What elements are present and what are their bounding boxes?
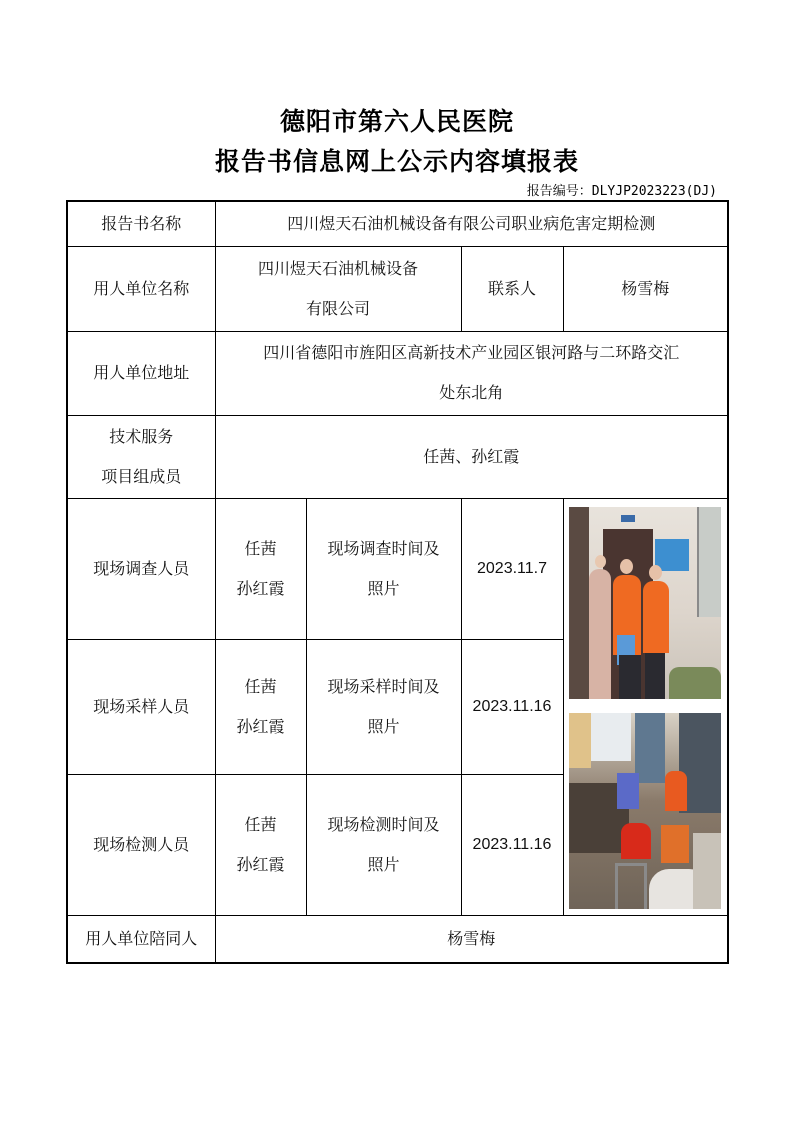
site-sampling-photo xyxy=(569,713,721,909)
report-name-label: 报告书名称 xyxy=(67,201,215,246)
survey-date: 2023.11.7 xyxy=(461,498,563,639)
testing-time-label-line1: 现场检测时间及 xyxy=(327,814,440,834)
address-line1: 四川省德阳市旌阳区高新技术产业园区银河路与二环路交汇 xyxy=(263,343,680,362)
report-number: 报告编号：DLYJP2023223(DJ) xyxy=(526,184,717,199)
sampling-persons xyxy=(215,639,306,774)
testing-label: 现场检测人员 xyxy=(67,774,215,915)
row-team xyxy=(67,415,728,498)
testing-time-label-line2: 照片 xyxy=(367,854,400,874)
testing-person2: 孙红霞 xyxy=(236,854,285,874)
survey-time-label xyxy=(306,498,461,639)
employer-name-line2: 有限公司 xyxy=(305,298,370,318)
sampling-time-label-line2: 照片 xyxy=(367,716,400,736)
address-line2: 处东北角 xyxy=(439,383,504,402)
hospital-title: 德阳市第六人民医院 xyxy=(279,107,514,136)
escort-label: 用人单位陪同人 xyxy=(67,915,215,963)
sampling-person2: 孙红霞 xyxy=(236,716,285,736)
survey-persons xyxy=(215,498,306,639)
row-survey xyxy=(67,498,728,639)
sampling-time-label-line1: 现场采样时间及 xyxy=(327,676,440,696)
survey-time-label-line1: 现场调查时间及 xyxy=(327,538,440,558)
sampling-date: 2023.11.16 xyxy=(461,639,563,774)
testing-time-label xyxy=(306,774,461,915)
team-value: 任茜、孙红霞 xyxy=(215,415,728,498)
row-escort xyxy=(67,915,728,963)
survey-label: 现场调查人员 xyxy=(67,498,215,639)
form-title: 报告书信息网上公示内容填报表 xyxy=(214,147,579,176)
team-label-line2: 项目组成员 xyxy=(101,466,182,486)
photo-cell xyxy=(563,498,728,915)
row-employer-address xyxy=(67,331,728,415)
employer-name-line1: 四川煜天石油机械设备 xyxy=(257,258,418,278)
escort-value: 杨雪梅 xyxy=(215,915,728,963)
contact-label: 联系人 xyxy=(461,246,563,331)
row-report-name xyxy=(67,201,728,246)
survey-person1: 任茜 xyxy=(244,538,277,558)
team-label-line1: 技术服务 xyxy=(109,426,174,446)
employer-address-label: 用人单位地址 xyxy=(67,331,215,415)
survey-time-label-line2: 照片 xyxy=(367,578,400,598)
sampling-person1: 任茜 xyxy=(244,676,277,696)
site-survey-photo xyxy=(569,507,721,699)
survey-person2: 孙红霞 xyxy=(236,578,285,598)
testing-date: 2023.11.16 xyxy=(461,774,563,915)
contact-value: 杨雪梅 xyxy=(563,246,728,331)
testing-persons xyxy=(215,774,306,915)
report-name-value: 四川煜天石油机械设备有限公司职业病危害定期检测 xyxy=(215,201,728,246)
info-table xyxy=(66,200,729,964)
employer-address-value xyxy=(215,331,728,415)
sampling-label: 现场采样人员 xyxy=(67,639,215,774)
testing-person1: 任茜 xyxy=(244,814,277,834)
employer-name-label: 用人单位名称 xyxy=(67,246,215,331)
employer-name-value xyxy=(215,246,461,331)
row-employer-name xyxy=(67,246,728,331)
sampling-time-label xyxy=(306,639,461,774)
team-label xyxy=(67,415,215,498)
